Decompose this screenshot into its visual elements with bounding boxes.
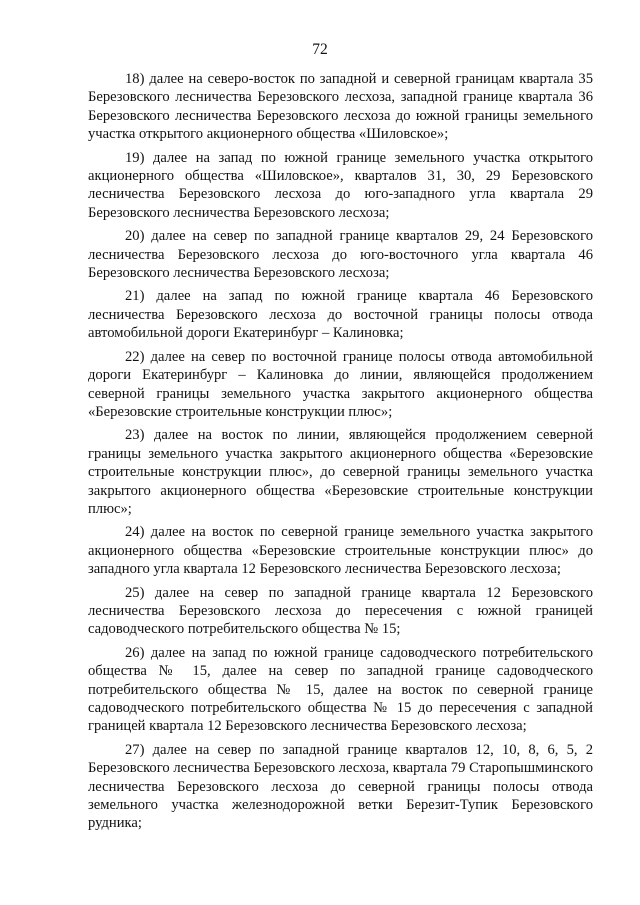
paragraph-18: 18) далее на северо-восток по западной и северной границам квартала 35 Березовского лесничества Березовского лесхоза, западной границе квартала 36 Березовского лесничества Березовского лесхоза до южной границы земельного участка открытого акционерного общества «Шиловское»; bbox=[88, 71, 593, 143]
document-body bbox=[88, 70, 593, 838]
paragraph-26: 26) далее на запад по южной границе садоводческого потребительского общества № 15, далее на север по западной границе садоводческого потребительского общества № 15, далее на восток по северной границе садоводческого потребительского общества № 15 до пересечения с западной границей квартала 12 Березовского лесничества Березовского лесхоза; bbox=[88, 644, 593, 735]
paragraph-22: 22) далее на север по восточной границе полосы отвода автомобильной дороги Екатеринбург – Калиновка до линии, являющейся продолжением северной границы земельного участка закрытого акционерного общества «Березовские строительные конструкции плюс»; bbox=[88, 348, 593, 420]
paragraph-23: 23) далее на восток по линии, являющейся продолжением северной границы земельного участка закрытого акционерного общества «Березовские строительные конструкции плюс», до северной границы земельного участка закрытого акционерного общества «Березовские строительные конструкции плюс»; bbox=[88, 427, 593, 517]
paragraph-24: 24) далее на восток по северной границе земельного участка закрытого акционерного общества «Березовские строительные конструкции плюс» до западного угла квартала 12 Березовского лесничества Березовского лесхоза; bbox=[88, 524, 593, 578]
paragraph-20: 20) далее на север по западной границе кварталов 29, 24 Березовского лесничества Березовского лесхоза до юго-восточного угла квартала 46 Березовского лесничества Березовского лесхоза; bbox=[88, 228, 593, 282]
paragraph-27: 27) далее на север по западной границе кварталов 12, 10, 8, 6, 5, 2 Березовского лесничества Березовского лесхоза, квартала 79 Старопышминского лесничества Березовского лесхоза до северной границы полосы отвода земельного участка железнодорожной ветки Березит-Тупик Березовского рудника; bbox=[88, 741, 593, 832]
page-number: 72 bbox=[312, 41, 328, 58]
paragraph-21: 21) далее на запад по южной границе квартала 46 Березовского лесничества Березовского лесхоза до восточной границы полосы отвода автомобильной дороги Екатеринбург – Калиновка; bbox=[88, 288, 593, 342]
paragraph-19: 19) далее на запад по южной границе земельного участка открытого акционерного общества «Шиловское», кварталов 31, 30, 29 Березовского лесничества Березовского лесхоза до юго-западного угла квартала 29 Березовского лесничества Березовского лесхоза; bbox=[88, 149, 593, 221]
paragraph-25: 25) далее на север по западной границе квартала 12 Березовского лесничества Березовского лесхоза до пересечения с южной границей садоводческого потребительского общества № 15; bbox=[88, 584, 593, 638]
